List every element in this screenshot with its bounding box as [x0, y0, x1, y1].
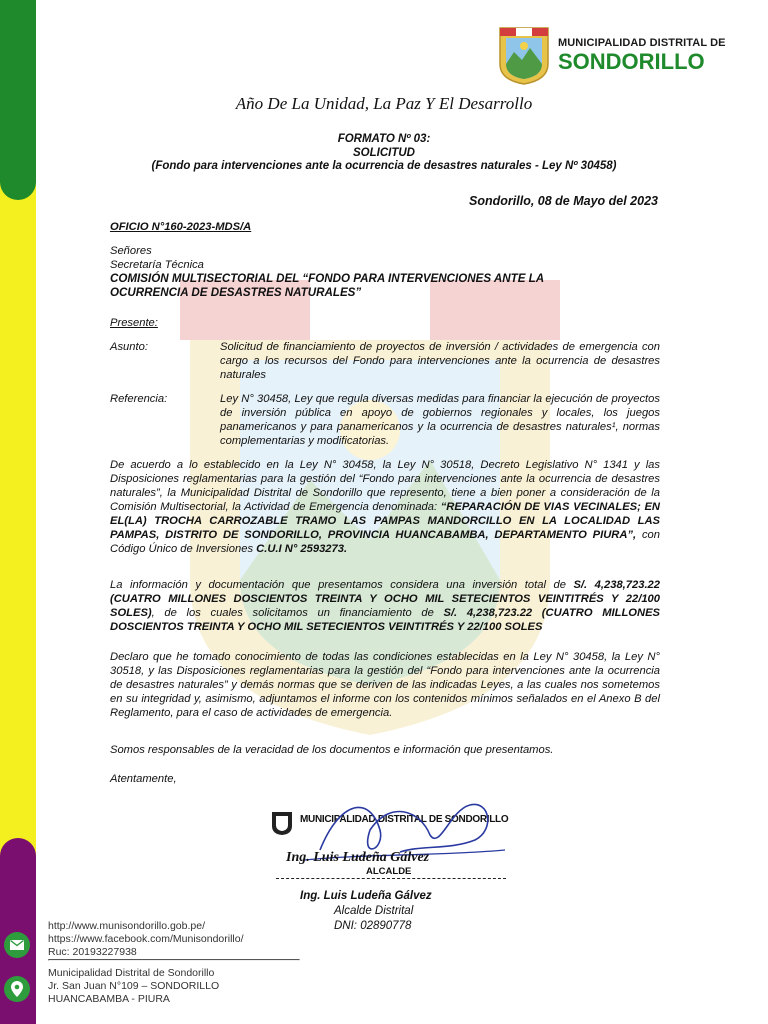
location-pin-icon: [4, 976, 30, 1002]
referencia-row: [110, 392, 660, 448]
paragraph-2-c: , de los cuales solicitamos un financiamiento de: [151, 607, 444, 619]
footer: [48, 920, 300, 1006]
footer-org: Municipalidad Distrital de Sondorillo: [48, 967, 215, 979]
asunto-text: Solicitud de financiamiento de proyectos de inversión / actividades de emergencia con cargo a los recursos del Fondo para intervenciones ante la ocurrencia de desastres naturales: [220, 341, 660, 381]
signature-stamp: [270, 790, 510, 890]
recipient-line1: Señores: [110, 245, 152, 257]
footer-ruc: Ruc: 20193227938: [48, 946, 137, 958]
paragraph-1-cui: C.U.I N° 2593273.: [256, 543, 348, 555]
email-icon: [4, 932, 30, 958]
signer-block: [300, 889, 432, 934]
recipient-line4: OCURRENCIA DE DESASTRES NATURALES”: [110, 286, 362, 299]
stamp-name: Ing. Luis Ludeña Gálvez: [286, 850, 430, 865]
signer-dni: DNI: 02890778: [334, 920, 412, 932]
asunto-row: [110, 340, 660, 382]
format-fund: (Fondo para intervenciones ante la ocurrencia de desastres naturales - Ley Nº 30458): [151, 160, 617, 172]
seal-icon: [270, 810, 294, 836]
referencia-label: Referencia:: [110, 393, 168, 405]
signature-line: [276, 878, 506, 879]
paragraph-2-financing: S/. 4,238,723.22 (CUATRO MILLONES DOSCIENTOS TREINTA Y OCHO MIL SETECIENTOS VEINTITRÉS Y 22/100 SOLES: [110, 607, 661, 633]
paragraph-1-a: De acuerdo a lo establecido en la Ley N° 30458, la Ley N° 30518, Decreto Legislativo N° 1341 y las Disposiciones reglamentarias para la gestión del “Fondo para intervenciones ante la ocurrencia de desastres naturales”, la Municipalidad Distrital de Sondorillo que represento, tiene a bien poner a consideración de la Comisión Multisectorial, la Actividad de Emergencia denominada:: [110, 459, 660, 513]
footer-rule: [48, 959, 300, 961]
footer-facebook-link[interactable]: https://www.facebook.com/Munisondorillo/: [48, 933, 244, 945]
paragraph-4: Somos responsables de la veracidad de los documentos e información que presentamos.: [110, 744, 554, 756]
asunto-label: Asunto:: [110, 341, 148, 353]
date-line: Sondorillo, 08 de Mayo del 2023: [469, 194, 658, 208]
paragraph-3: Declaro que he tomado conocimiento de todas las condiciones establecidas en la Ley N° 30458, la Ley N° 30518, y las Disposiciones reglamentarias para la gestión del “Fondo para intervenciones ante la ocurrencia de desastres naturales” y demás normas que se deriven de las indicadas Leyes, a las cuales nos sometemos en su integridad y, asimismo, adjuntamos el informe con los contenidos mínimos señalados en el Anexo B del Reglamento, para el caso de actividades de emergencia.: [110, 651, 660, 719]
signer-role: Alcalde Distrital: [334, 905, 414, 917]
presente: Presente:: [110, 317, 158, 329]
stamp-head: MUNICIPALIDAD DISTRITAL DE SONDORILLO: [300, 814, 509, 825]
signer-name: Ing. Luis Ludeña Gálvez: [300, 890, 432, 902]
municipal-logo: [496, 24, 726, 86]
crest-icon: [496, 24, 552, 86]
paragraph-1-project: “REPARACIÓN DE VIAS VECINALES; EN EL(LA) TROCHA CARROZABLE TRAMO LAS PAMPAS MANDORCILLO EN LA LOCALIDAD LAS PAMPAS, DISTRITO DE SONDORILLO, PROVINCIA HUANCABAMBA, DEPARTAMENTO PIURA”,: [110, 501, 660, 541]
paragraph-2: [110, 578, 660, 634]
referencia-text: Ley N° 30458, Ley que regula diversas medidas para financiar la ejecución de proyectos de inversión pública en apoyo de gobiernos regionales y locales, los juegos panamericanos y para panamericanos y la ocurrencia de desastres naturales¹, normas complementarias y modificatorias.: [220, 393, 660, 447]
footer-address: Jr. San Juan N°109 – SONDORILLO: [48, 980, 220, 992]
format-number: FORMATO Nº 03:: [337, 133, 431, 145]
format-type: SOLICITUD: [353, 147, 415, 159]
year-title: Año De La Unidad, La Paz Y El Desarrollo: [235, 94, 533, 113]
paragraph-1-c: con Código Único de Inversiones: [110, 529, 660, 555]
recipient-line2: Secretaría Técnica: [110, 259, 204, 271]
paragraph-2-total: S/. 4,238,723.22 (CUATRO MILLONES DOSCIENTOS TREINTA Y OCHO MIL SETECIENTOS VEINTITRÉS Y 22/100 SOLES): [110, 579, 661, 619]
paragraph-2-a: La información y documentación que presentamos considera una inversión total de: [110, 579, 574, 591]
logo-line1: MUNICIPALIDAD DISTRITAL DE: [558, 36, 726, 49]
paragraph-1: [110, 458, 660, 556]
footer-web-link[interactable]: http://www.munisondorillo.gob.pe/: [48, 920, 206, 932]
logo-line2: SONDORILLO: [558, 48, 705, 74]
stamp-role: ALCALDE: [366, 866, 412, 877]
recipient-line3: COMISIÓN MULTISECTORIAL DEL “FONDO PARA INTERVENCIONES ANTE LA: [110, 272, 545, 285]
side-bar-green: [0, 0, 36, 200]
oficio-number: OFICIO N°160-2023-MDS/A: [110, 221, 252, 233]
closing: Atentamente,: [110, 773, 177, 785]
footer-city: HUANCABAMBA - PIURA: [48, 993, 170, 1005]
